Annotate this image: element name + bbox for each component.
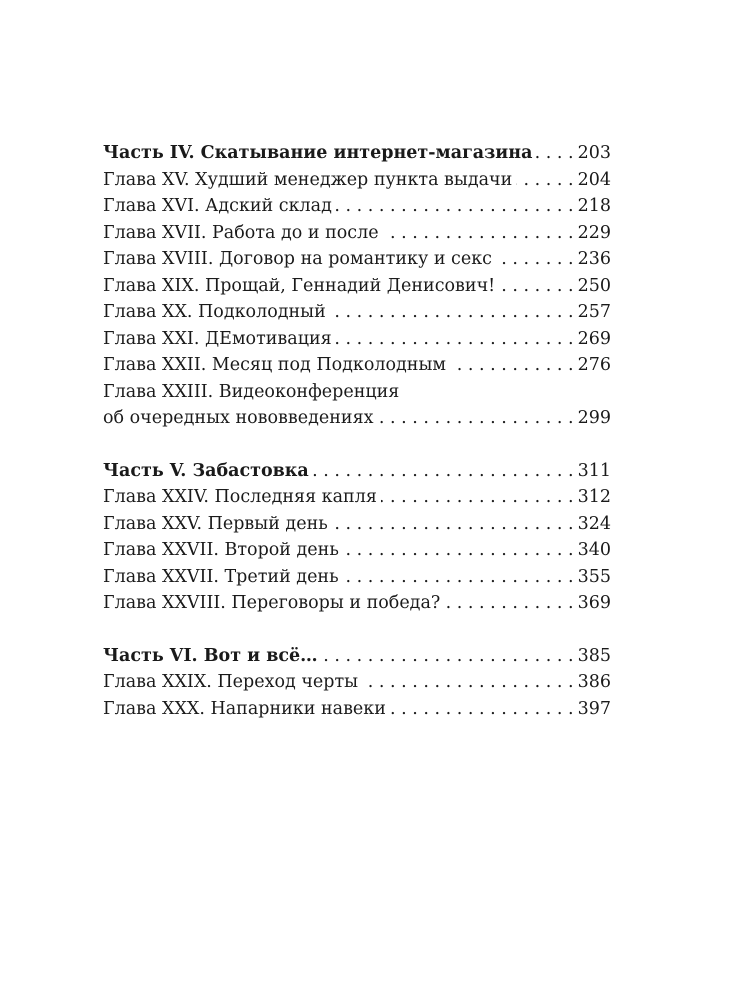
chapter-title: Глава XXIII. Видеоконференция <box>103 381 400 402</box>
chapter-title: Глава XXVII. Третий день <box>103 566 339 587</box>
chapter-title: Глава XXII. Месяц под Подколодным <box>103 355 447 375</box>
page-number: 203 <box>577 143 611 163</box>
dot-leader <box>499 273 573 300</box>
dot-leader <box>383 220 574 247</box>
dot-leader <box>496 246 574 273</box>
dot-leader <box>390 696 574 723</box>
page-number: 340 <box>577 540 611 560</box>
page-number: 269 <box>577 328 611 349</box>
toc-chapter-entry <box>103 167 611 194</box>
dot-leader <box>381 484 574 511</box>
toc-section-part-iv <box>103 140 611 432</box>
toc-chapter-entry <box>103 193 611 220</box>
dot-leader <box>377 405 573 432</box>
toc-chapter-entry <box>103 273 611 300</box>
chapter-title: Глава XX. Подколодный <box>103 302 326 322</box>
dot-leader <box>450 352 574 379</box>
toc-chapter-entry-first-line <box>103 379 611 406</box>
dot-leader <box>336 193 574 220</box>
dot-leader <box>362 669 574 696</box>
chapter-title: Глава XXVIII. Переговоры и победа? <box>103 593 441 613</box>
page-number: 385 <box>577 645 611 666</box>
chapter-title: Глава XVII. Работа до и после <box>103 222 379 243</box>
page-number: 386 <box>577 672 611 692</box>
page-number: 369 <box>577 593 611 613</box>
page-number: 311 <box>577 460 611 481</box>
page-number: 250 <box>577 275 611 296</box>
page-number: 299 <box>577 408 611 428</box>
dot-leader <box>343 537 574 564</box>
part-title: Часть IV. Скатывание интернет-магазина <box>103 143 533 163</box>
chapter-title: Глава XXIX. Переход черты <box>103 672 359 692</box>
toc-chapter-entry-continuation <box>103 405 611 432</box>
dot-leader <box>516 167 573 194</box>
toc-chapter-entry <box>103 696 611 723</box>
chapter-title-continuation: об очередных нововведениях <box>103 408 374 428</box>
toc-chapter-entry <box>103 352 611 379</box>
toc-chapter-entry <box>103 220 611 247</box>
toc-chapter-entry <box>103 484 611 511</box>
table-of-contents <box>103 140 611 722</box>
page-number: 355 <box>577 566 611 587</box>
page-number: 257 <box>577 302 611 322</box>
toc-part-heading <box>103 643 611 670</box>
toc-chapter-entry <box>103 511 611 538</box>
part-title: Часть VI. Вот и всё… <box>103 645 318 666</box>
dot-leader <box>322 643 574 670</box>
toc-chapter-entry <box>103 669 611 696</box>
chapter-title: Глава XXVII. Второй день <box>103 540 339 560</box>
page-number: 276 <box>577 355 611 375</box>
dot-leader <box>336 326 574 353</box>
dot-leader <box>332 511 574 538</box>
toc-section-part-v <box>103 458 611 617</box>
page-number: 324 <box>577 513 611 534</box>
chapter-title: Глава XVIII. Договор на романтику и секс <box>103 249 492 269</box>
chapter-title: Глава XXX. Напарники навеки <box>103 698 386 719</box>
page-number: 218 <box>577 196 611 216</box>
chapter-title: Глава XXIV. Последняя капля <box>103 487 377 507</box>
dot-leader <box>444 590 573 617</box>
chapter-title: Глава XVI. Адский склад <box>103 196 332 216</box>
page-number: 229 <box>577 222 611 243</box>
page-number: 204 <box>577 169 611 190</box>
toc-part-heading <box>103 458 611 485</box>
chapter-title: Глава XXI. ДЕмотивация <box>103 328 332 349</box>
part-title: Часть V. Забастовка <box>103 460 309 481</box>
toc-chapter-entry <box>103 326 611 353</box>
chapter-title: Глава XXV. Первый день <box>103 513 328 534</box>
toc-section-part-vi <box>103 643 611 723</box>
toc-chapter-entry <box>103 246 611 273</box>
dot-leader <box>313 458 574 485</box>
chapter-title: Глава XIX. Прощай, Геннадий Денисович! <box>103 275 496 296</box>
page-number: 397 <box>577 698 611 719</box>
toc-chapter-entry <box>103 537 611 564</box>
chapter-title: Глава XV. Худший менеджер пункта выдачи <box>103 169 513 190</box>
toc-chapter-entry <box>103 299 611 326</box>
page-number: 312 <box>577 487 611 507</box>
page-number: 236 <box>577 249 611 269</box>
dot-leader <box>536 140 573 167</box>
toc-part-heading <box>103 140 611 167</box>
toc-chapter-entry <box>103 564 611 591</box>
toc-chapter-entry <box>103 590 611 617</box>
dot-leader <box>330 299 574 326</box>
dot-leader <box>343 564 574 591</box>
